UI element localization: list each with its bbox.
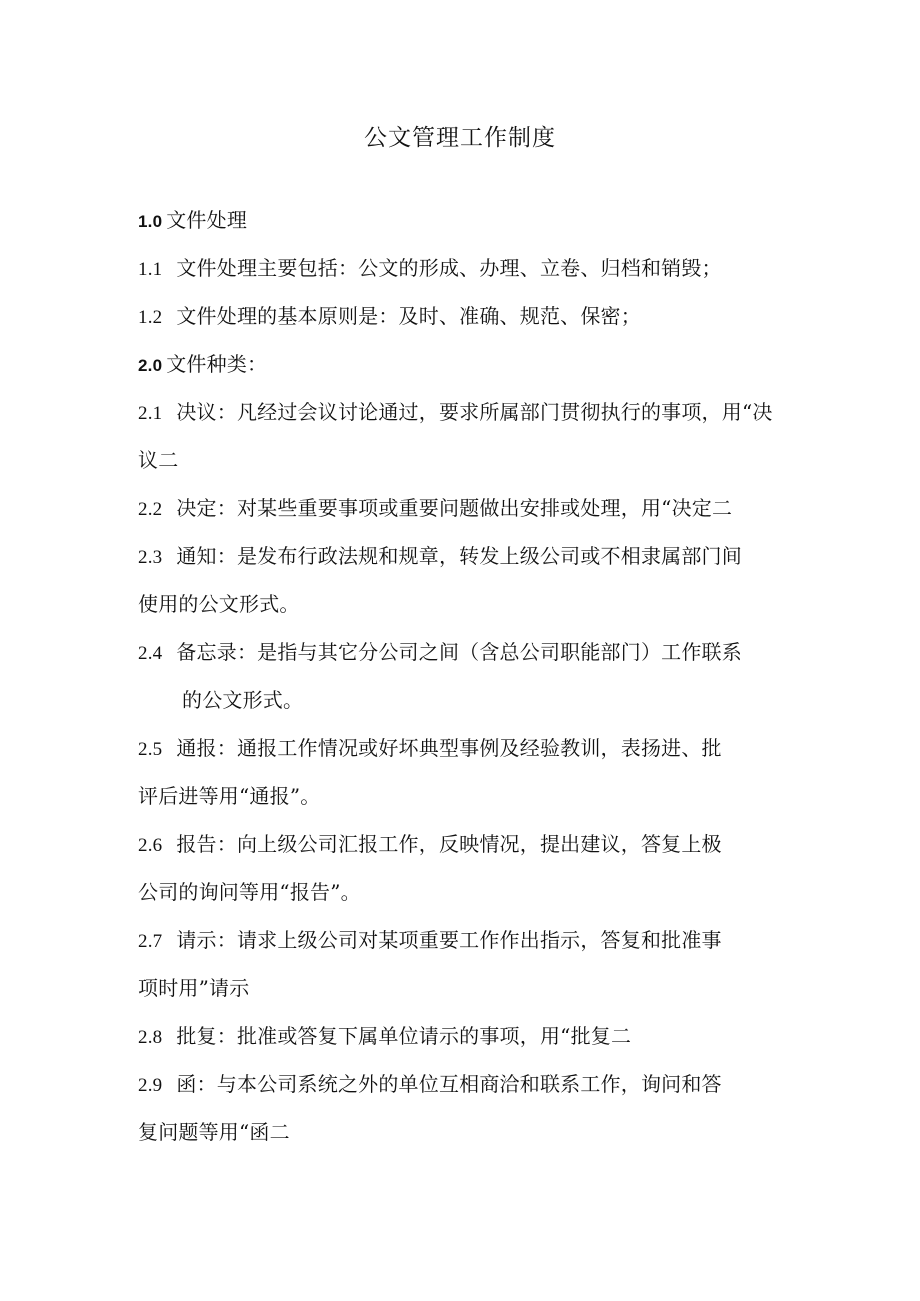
clause-text: 文件处理主要包括：公文的形成、办理、立卷、归档和销毁； bbox=[176, 256, 722, 280]
clause-continuation bbox=[138, 964, 788, 1012]
clause-continuation bbox=[138, 580, 788, 628]
clause-number: 1.2 bbox=[138, 307, 163, 328]
clause-continuation bbox=[138, 868, 788, 916]
clause-number: 2.6 bbox=[138, 835, 163, 856]
clause-text: 决定：对某些重要事项或重要问题做出安排或处理，用“决定二 bbox=[176, 496, 733, 520]
section-heading bbox=[138, 196, 788, 244]
section-number: 2.0 bbox=[138, 356, 163, 375]
clause-line bbox=[138, 820, 788, 868]
clause-text: 请示：请求上级公司对某项重要工作作出指示，答复和批准事 bbox=[176, 928, 722, 952]
clause-continuation bbox=[138, 676, 788, 724]
clause-text: 通知：是发布行政法规和规章，转发上级公司或不相隶属部门间 bbox=[176, 544, 742, 568]
clause-text: 报告：向上级公司汇报工作，反映情况，提出建议，答复上极 bbox=[176, 832, 722, 856]
clause-continuation bbox=[138, 772, 788, 820]
clause-text: 复问题等用“函二 bbox=[138, 1120, 290, 1144]
clause-continuation bbox=[138, 1108, 788, 1156]
clause-text: 评后进等用“通报”。 bbox=[138, 784, 321, 808]
section-text: 文件处理 bbox=[166, 208, 248, 232]
clause-number: 2.1 bbox=[138, 403, 163, 424]
clause-continuation bbox=[138, 436, 788, 484]
clause-text: 函：与本公司系统之外的单位互相商洽和联系工作，询问和答 bbox=[176, 1072, 722, 1096]
clause-text: 决议：凡经过会议讨论通过，要求所属部门贯彻执行的事项，用“决 bbox=[176, 400, 773, 424]
clause-number: 2.7 bbox=[138, 931, 163, 952]
clause-line bbox=[138, 724, 788, 772]
clause-number: 2.5 bbox=[138, 739, 163, 760]
clause-text: 备忘录：是指与其它分公司之间（含总公司职能部门）工作联系 bbox=[176, 640, 742, 664]
clause-line bbox=[138, 484, 788, 532]
clause-number: 2.3 bbox=[138, 547, 163, 568]
clause-number: 2.8 bbox=[138, 1027, 163, 1048]
clause-text: 文件处理的基本原则是：及时、准确、规范、保密； bbox=[176, 304, 641, 328]
clause-line bbox=[138, 292, 788, 340]
clause-text: 公司的询问等用“报告”。 bbox=[138, 880, 361, 904]
clause-line bbox=[138, 532, 788, 580]
section-heading bbox=[138, 340, 788, 388]
clause-number: 2.4 bbox=[138, 643, 163, 664]
clause-text: 项时用”请示 bbox=[138, 976, 250, 1000]
clause-text: 的公文形式。 bbox=[182, 688, 304, 712]
clause-line bbox=[138, 916, 788, 964]
section-text: 文件种类： bbox=[166, 352, 268, 376]
clause-number: 1.1 bbox=[138, 259, 163, 280]
page-title: 公文管理工作制度 bbox=[364, 125, 556, 151]
clause-number: 2.2 bbox=[138, 499, 163, 520]
section-number: 1.0 bbox=[138, 212, 163, 231]
clause-text: 通报：通报工作情况或好坏典型事例及经验教训，表扬进、批 bbox=[176, 736, 722, 760]
clause-number: 2.9 bbox=[138, 1075, 163, 1096]
clause-text: 使用的公文形式。 bbox=[138, 592, 300, 616]
clause-line bbox=[138, 1012, 788, 1060]
clause-line bbox=[138, 388, 788, 436]
document-body bbox=[138, 196, 788, 1156]
clause-text: 议二 bbox=[138, 448, 179, 472]
clause-line bbox=[138, 244, 788, 292]
clause-line bbox=[138, 1060, 788, 1108]
clause-text: 批复：批准或答复下属单位请示的事项，用“批复二 bbox=[176, 1024, 632, 1048]
clause-line bbox=[138, 628, 788, 676]
